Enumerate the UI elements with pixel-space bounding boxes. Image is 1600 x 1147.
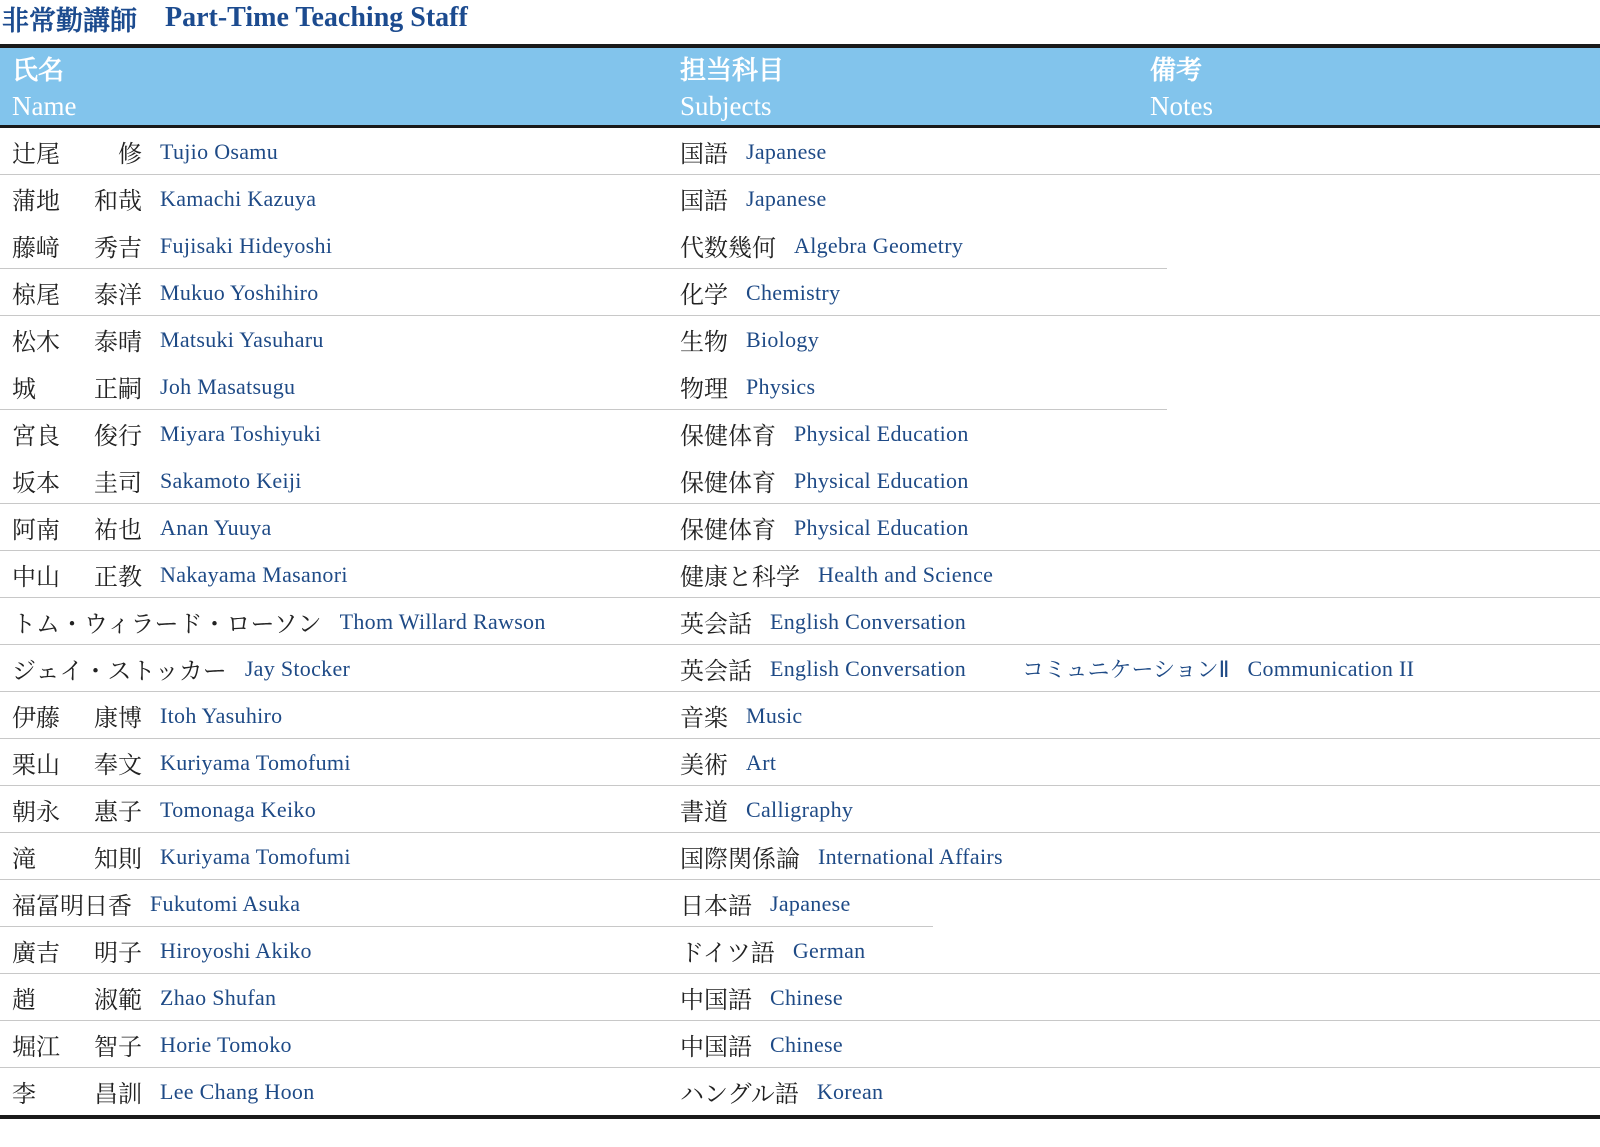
family-name: 蒲地 [12, 187, 60, 215]
family-name: 坂本 [12, 469, 60, 497]
name-english: Anan Yuuya [160, 514, 272, 540]
subject-japanese: 化学 [680, 281, 728, 309]
subject-cell [680, 222, 963, 269]
family-name: 辻尾 [12, 140, 60, 168]
subject-cell [680, 410, 969, 457]
table-header [0, 48, 1600, 125]
subject-cell [680, 363, 815, 410]
name-english: Fujisaki Hideyoshi [160, 232, 333, 258]
subject-english: Japanese [746, 185, 827, 211]
subject-japanese: 代数幾何 [680, 234, 776, 262]
subject-cell [680, 974, 843, 1021]
subject-cell [680, 833, 1003, 880]
given-name: 惠子 [94, 798, 142, 826]
given-name: 正嗣 [94, 375, 142, 403]
name-japanese: 福冨明日香 [12, 892, 132, 920]
name-cell [12, 504, 272, 551]
name-cell [12, 974, 276, 1021]
subject-english: Chinese [770, 1031, 843, 1057]
subject-japanese: 保健体育 [680, 422, 776, 450]
given-name: 智子 [94, 1033, 142, 1061]
table-row [0, 269, 1600, 316]
subject-cell [680, 504, 969, 551]
name-english: Horie Tomoko [160, 1031, 292, 1057]
name-english: Kuriyama Tomofumi [160, 749, 351, 775]
notes-cell [1022, 645, 1414, 692]
subject-japanese: 日本語 [680, 892, 752, 920]
family-name: 朝永 [12, 798, 60, 826]
subject-japanese: 中国語 [680, 986, 752, 1014]
name-cell [12, 786, 316, 833]
subject-japanese: 英会話 [680, 657, 752, 685]
header-subjects [680, 54, 784, 123]
family-name: 栗山 [12, 751, 60, 779]
subject-japanese: 健康と科学 [680, 563, 800, 591]
subject-cell [680, 598, 966, 645]
family-name: 伊藤 [12, 704, 60, 732]
given-name: 和哉 [94, 187, 142, 215]
subject-japanese: 国語 [680, 187, 728, 215]
given-name: 泰洋 [94, 281, 142, 309]
header-notes-jp: 備考 [1150, 56, 1203, 86]
subject-english: International Affairs [818, 843, 1003, 869]
subject-english: Chinese [770, 984, 843, 1010]
subject-english: Physics [746, 373, 816, 399]
subject-english: Health and Science [818, 561, 994, 587]
name-cell [12, 363, 295, 410]
table-row [0, 739, 1600, 786]
name-english: Mukuo Yoshihiro [160, 279, 319, 305]
subject-english: Algebra Geometry [794, 232, 964, 258]
family-name: 李 [12, 1080, 36, 1108]
table-row [0, 222, 1600, 269]
subject-japanese: 美術 [680, 751, 728, 779]
table-row [0, 974, 1600, 1021]
subject-cell [680, 739, 776, 786]
table-row [0, 927, 1600, 974]
name-cell [12, 457, 302, 504]
name-cell [12, 128, 278, 175]
table-row [0, 316, 1600, 363]
name-cell [12, 1068, 315, 1115]
staff-table-body [0, 128, 1600, 1115]
table-row [0, 175, 1600, 222]
table-row [0, 692, 1600, 739]
family-name: 中山 [12, 563, 60, 591]
table-row [0, 880, 1600, 927]
subject-japanese: 生物 [680, 328, 728, 356]
family-name: 廣吉 [12, 939, 60, 967]
table-row [0, 598, 1600, 645]
given-name: 祐也 [94, 516, 142, 544]
name-cell [12, 927, 312, 974]
subject-japanese: 国際関係論 [680, 845, 800, 873]
table-row [0, 457, 1600, 504]
subject-english: English Conversation [770, 655, 967, 681]
subject-cell [680, 457, 969, 504]
name-cell [12, 692, 282, 739]
family-name: 滝 [12, 845, 36, 873]
family-name: 椋尾 [12, 281, 60, 309]
table-row [0, 128, 1600, 175]
bottom-rule [0, 1115, 1600, 1119]
subject-cell [680, 551, 993, 598]
name-english: Nakayama Masanori [160, 561, 348, 587]
table-row [0, 363, 1600, 410]
subject-english: Physical Education [794, 420, 969, 446]
name-cell [12, 222, 332, 269]
header-subjects-en: Subjects [680, 91, 772, 121]
family-name: 堀江 [12, 1033, 60, 1061]
name-cell [12, 269, 319, 316]
given-name: 明子 [94, 939, 142, 967]
subject-english: German [792, 937, 866, 963]
header-name [12, 54, 76, 123]
table-row [0, 410, 1600, 457]
subject-cell [680, 269, 840, 316]
title-japanese: 非常勤講師 [2, 5, 137, 37]
name-english: Fukutomi Asuka [150, 890, 301, 916]
given-name: 秀吉 [94, 234, 142, 262]
name-cell [12, 410, 321, 457]
table-row [0, 551, 1600, 598]
subject-english: Physical Education [794, 514, 969, 540]
subject-japanese: ドイツ語 [680, 939, 775, 967]
family-name: 城 [12, 375, 36, 403]
given-name: 昌訓 [94, 1080, 142, 1108]
name-english: Sakamoto Keiji [160, 467, 302, 493]
title-english: Part-Time Teaching Staff [165, 2, 468, 33]
family-name: 趙 [12, 986, 36, 1014]
header-subjects-jp: 担当科目 [680, 56, 785, 86]
name-cell [12, 175, 316, 222]
family-name: 阿南 [12, 516, 60, 544]
name-english: Matsuki Yasuharu [160, 326, 324, 352]
header-name-jp: 氏名 [12, 56, 65, 86]
subject-cell [680, 692, 803, 739]
subject-cell [680, 927, 865, 974]
name-english: Kamachi Kazuya [160, 185, 317, 211]
subject-japanese: 保健体育 [680, 516, 776, 544]
given-name: 俊行 [94, 422, 142, 450]
subject-english: Calligraphy [746, 796, 854, 822]
name-cell [12, 316, 324, 363]
name-cell [12, 645, 350, 692]
name-cell [12, 739, 351, 786]
subject-japanese: 保健体育 [680, 469, 776, 497]
table-row [0, 833, 1600, 880]
name-cell [12, 880, 300, 927]
subject-english: Japanese [746, 138, 827, 164]
name-cell [12, 1021, 292, 1068]
name-english: Thom Willard Rawson [339, 608, 546, 634]
subject-cell [680, 128, 827, 175]
subject-english: English Conversation [770, 608, 967, 634]
name-english: Jay Stocker [244, 655, 351, 681]
subject-japanese: 国語 [680, 140, 728, 168]
name-cell [12, 598, 546, 645]
table-row [0, 786, 1600, 833]
name-japanese: ジェイ・ストッカー [12, 657, 227, 685]
subject-english: Korean [816, 1078, 884, 1104]
subject-english: Art [746, 749, 777, 775]
subject-japanese: 英会話 [680, 610, 752, 638]
given-name: 康博 [94, 704, 142, 732]
family-name: 松木 [12, 328, 60, 356]
header-name-en: Name [12, 91, 77, 121]
subject-cell [680, 880, 851, 927]
family-name: 宮良 [12, 422, 60, 450]
name-english: Kuriyama Tomofumi [160, 843, 351, 869]
given-name: 淑範 [94, 986, 142, 1014]
header-notes [1150, 54, 1213, 123]
name-english: Joh Masatsugu [160, 373, 296, 399]
subject-english: Chemistry [746, 279, 841, 305]
name-english: Itoh Yasuhiro [160, 702, 283, 728]
name-english: Hiroyoshi Akiko [160, 937, 312, 963]
name-english: Tujio Osamu [160, 138, 279, 164]
subject-cell [680, 316, 819, 363]
subject-japanese: 音楽 [680, 704, 728, 732]
name-english: Lee Chang Hoon [160, 1078, 315, 1104]
subject-japanese: 中国語 [680, 1033, 752, 1061]
subject-cell [680, 1068, 883, 1115]
header-notes-en: Notes [1150, 91, 1213, 121]
note-english: Communication II [1247, 655, 1415, 681]
subject-english: Physical Education [794, 467, 969, 493]
subject-cell [680, 645, 966, 692]
table-row [0, 504, 1600, 551]
subject-japanese: 物理 [680, 375, 728, 403]
subject-english: Japanese [770, 890, 851, 916]
name-english: Miyara Toshiyuki [160, 420, 322, 446]
table-row [0, 1021, 1600, 1068]
subject-cell [680, 1021, 843, 1068]
family-name: 藤﨑 [12, 234, 60, 262]
subject-cell [680, 175, 827, 222]
subject-english: Biology [746, 326, 819, 352]
subject-english: Music [746, 702, 803, 728]
table-row [0, 645, 1600, 692]
given-name: 圭司 [94, 469, 142, 497]
subject-cell [680, 786, 853, 833]
table-row [0, 1068, 1600, 1115]
name-english: Zhao Shufan [160, 984, 277, 1010]
subject-japanese: 書道 [680, 798, 728, 826]
given-name: 修 [118, 140, 142, 168]
given-name: 泰晴 [94, 328, 142, 356]
given-name: 奉文 [94, 751, 142, 779]
given-name: 正教 [94, 563, 142, 591]
given-name: 知則 [94, 845, 142, 873]
name-cell [12, 833, 351, 880]
subject-japanese: ハングル語 [680, 1080, 799, 1108]
name-cell [12, 551, 348, 598]
name-japanese: トム・ウィラード・ローソン [12, 610, 322, 638]
name-english: Tomonaga Keiko [160, 796, 317, 822]
page-title [2, 0, 468, 36]
note-japanese: コミュニケーションⅡ [1022, 658, 1230, 683]
